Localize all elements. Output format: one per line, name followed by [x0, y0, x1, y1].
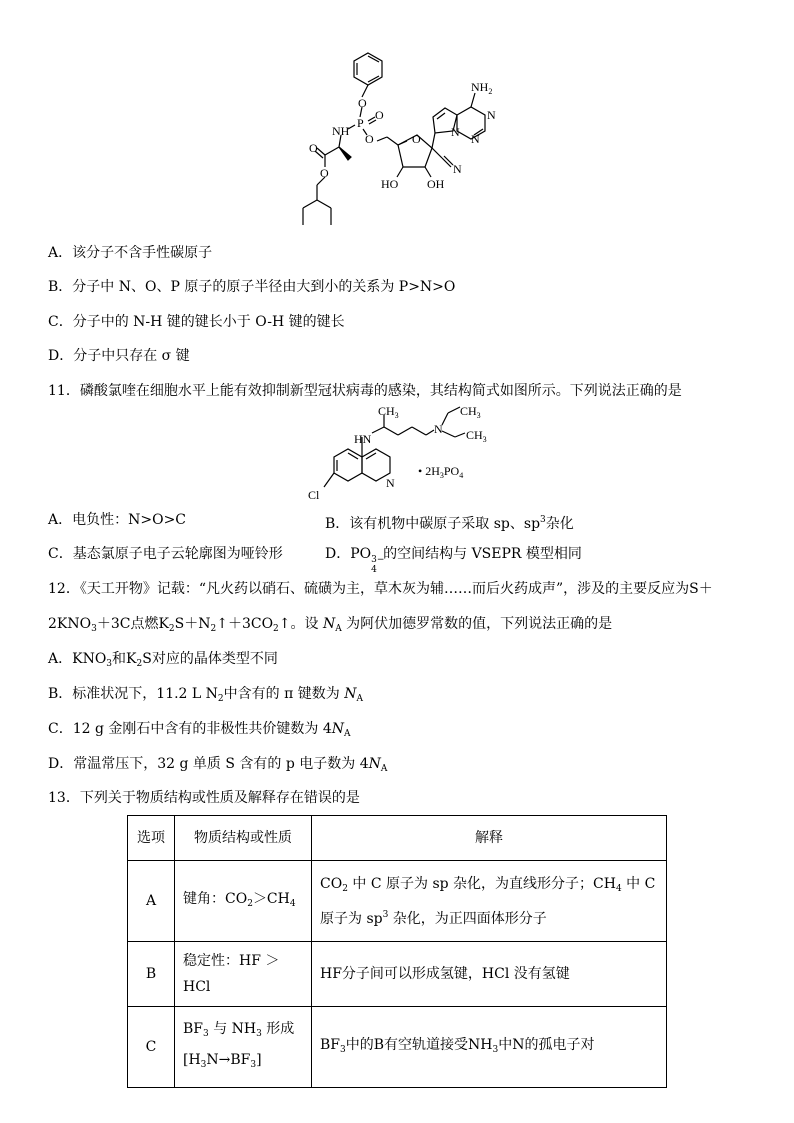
row-c-option: C	[128, 1007, 175, 1088]
ring-n-label-1: N	[451, 125, 460, 139]
row-c-explanation: $BF_3$中的B有空轨道接受$NH_3$中N的孤电子对	[312, 1007, 667, 1088]
ring-n-label-2: N	[487, 108, 496, 122]
hn-label: HN	[354, 432, 372, 446]
q11-option-c: C．基态氯原子电子云轮廓图为哑铃形	[48, 546, 283, 562]
oxygen-label-ester: O	[320, 166, 329, 180]
q12-option-c: C．12 g 金刚石中含有的非极性共价键数为 $4N_A$	[48, 721, 351, 739]
q12-option-b: B．标准状况下，11.2 L $N_2$中含有的 π 键数为 $N_A$	[48, 686, 363, 704]
row-a-option: A	[128, 861, 175, 942]
oxygen-label-ester-p: O	[365, 132, 374, 146]
amine-label: $NH_2$	[471, 80, 493, 96]
q11-option-d: D．PO 3− 4 的空间结构与 VSEPR 模型相同	[325, 546, 582, 575]
row-b-property: 稳定性：HF ＞HCl	[175, 942, 312, 1007]
q11-stem: 11．磷酸氯喹在细胞水平上能有效抑制新型冠状病毒的感染，其结构简式如图所示。下列说法正确的是	[48, 383, 682, 399]
q10-option-c: C．分子中的 N-H 键的键长小于 O-H 键的键长	[48, 314, 345, 330]
q13-stem: 13．下列关于物质结构或性质及解释存在错误的是	[48, 790, 360, 806]
phosphorus-label: P	[357, 116, 364, 130]
q11-option-a: A．电负性：N>O>C	[48, 512, 187, 528]
methyl-label: $CH_3$	[378, 405, 399, 420]
q13-table	[127, 815, 667, 1088]
q11-option-b: B．该有机物中碳原子采取 sp、$sp^3$杂化	[325, 515, 574, 532]
remdesivir-structure-diagram	[285, 45, 515, 235]
table-row	[128, 942, 667, 1007]
table-row	[128, 1007, 667, 1088]
table-row	[128, 861, 667, 942]
q10-option-d: D．分子中只存在 σ 键	[48, 348, 190, 364]
ethyl-methyl-label-1: $CH_3$	[460, 405, 481, 420]
amine-n-label: N	[434, 422, 443, 436]
header-option: 选项	[128, 816, 175, 861]
ethyl-methyl-label-2: $CH_3$	[466, 428, 487, 444]
nh-label: NH	[332, 124, 350, 138]
table-header-row	[128, 816, 667, 861]
ho-label: HO	[381, 177, 399, 191]
quinoline-n-label: N	[386, 476, 395, 490]
q12-option-a: A．$KNO_3$和$K_2S$对应的晶体类型不同	[48, 651, 278, 669]
phosphate-salt-label: • $2H_3PO_4$	[418, 464, 464, 480]
row-b-explanation: HF分子间可以形成氢键，HCl 没有氢键	[312, 942, 667, 1007]
q12-stem-line2: $2KNO_3+3C$点燃$K_2S+N_2↑+3CO_2↑$。设 $N_A$ 为阿伏加德罗常数的值，下列说法正确的是	[48, 616, 613, 634]
oxygen-label-phenoxy: O	[358, 96, 367, 110]
q10-option-a: A．该分子不含手性碳原子	[48, 245, 213, 261]
q12-option-d: D．常温常压下，32 g 单质 S 含有的 p 电子数为 $4N_A$	[48, 756, 388, 774]
ring-n-label-3: N	[471, 132, 480, 146]
oxygen-label-phosphoryl: O	[375, 108, 384, 122]
row-b-option: B	[128, 942, 175, 1007]
row-c-property: $BF_3$ 与 $NH_3$ 形成 $[H_3N\to BF_3]$	[175, 1007, 312, 1088]
oh-label: OH	[427, 177, 445, 191]
chloro-label: Cl	[308, 488, 320, 502]
q10-option-b: B．分子中 N、O、P 原子的原子半径由大到小的关系为 P>N>O	[48, 279, 456, 295]
header-property: 物质结构或性质	[175, 816, 312, 861]
q12-stem-line1: 12．《天工开物》记载：“凡火药以硝石、硫磺为主，草木灰为辅……而后火药成声”，涉及的主要反应为S＋	[48, 581, 713, 597]
oxygen-label-carbonyl: O	[309, 141, 318, 155]
nitrile-n-label: N	[453, 162, 462, 176]
chloroquine-structure-diagram	[300, 405, 520, 505]
row-a-explanation: $CO_2$ 中 C 原子为 sp 杂化，为直线形分子；$CH_4$ 中 C 原子为 $sp^3$ 杂化，为正四面体形分子	[312, 861, 667, 942]
row-a-property: 键角：$CO_2>CH_4$	[175, 861, 312, 942]
header-explanation: 解释	[312, 816, 667, 861]
oxygen-label-ring: O	[412, 132, 421, 146]
